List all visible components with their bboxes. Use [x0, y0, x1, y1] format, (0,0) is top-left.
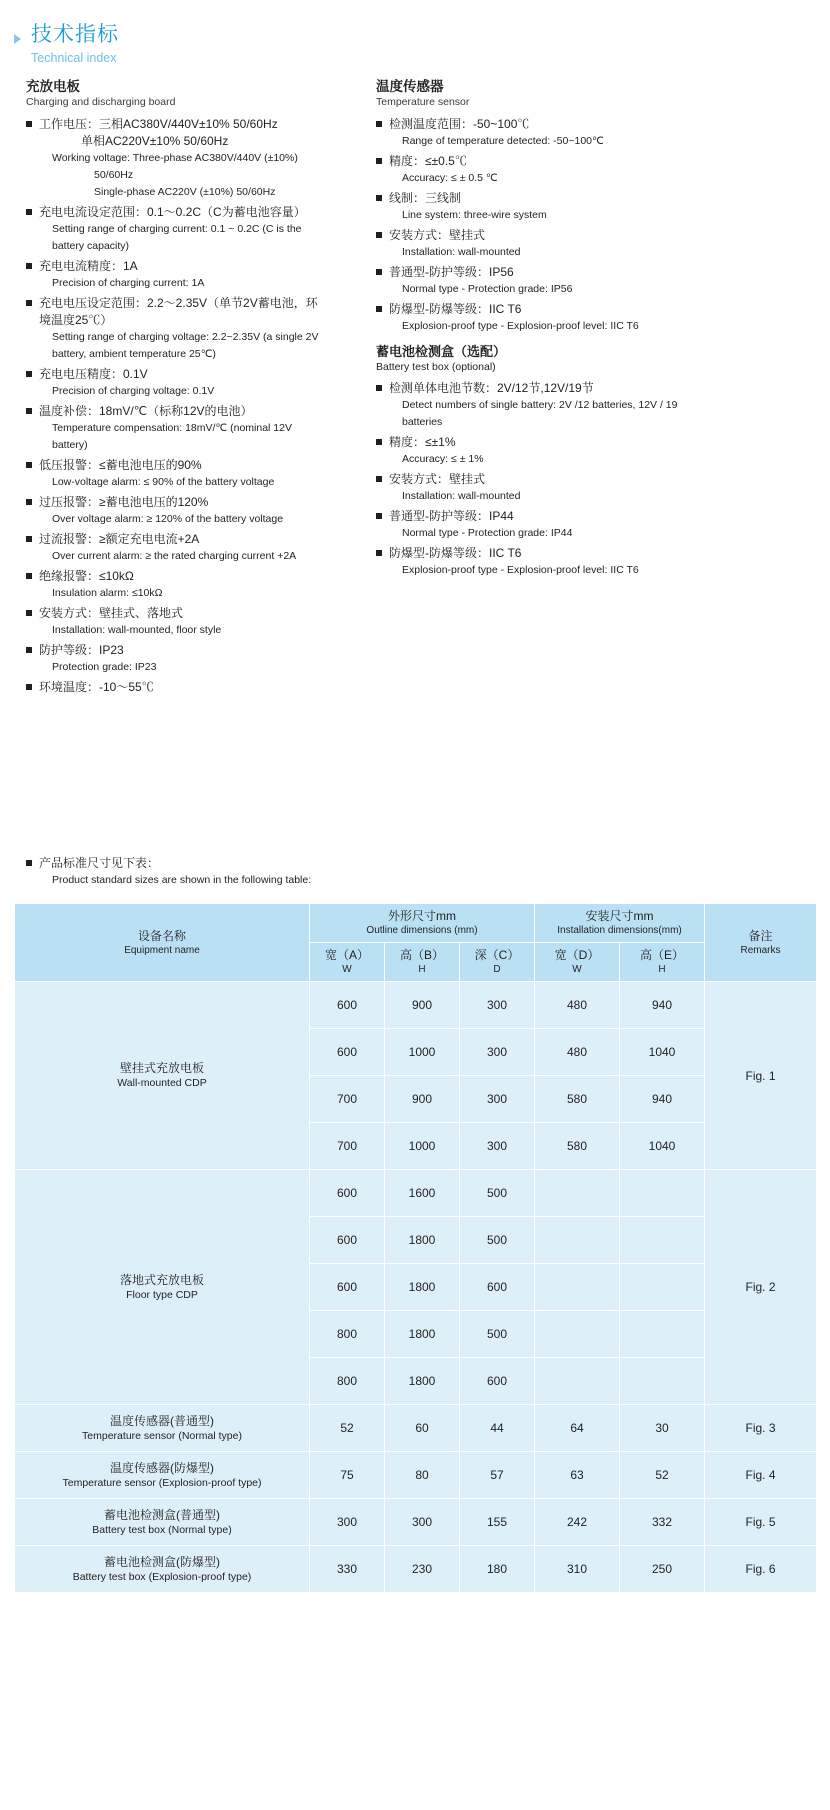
cell-height-b: 230	[385, 1546, 460, 1593]
cell-depth-c: 500	[460, 1217, 535, 1264]
row-equipment-name	[15, 1546, 310, 1593]
spec-text-cn: 工作电压：三相AC380V/440V±10% 50/60Hz	[39, 117, 278, 131]
spec-text-en-3: Single-phase AC220V (±10%) 50/60Hz	[94, 186, 276, 198]
table-row	[15, 1546, 817, 1593]
spec-text-en: Setting range of charging voltage: 2.2~2.35V (a single 2V	[52, 331, 319, 343]
spec-text-cn: 过流报警：≥额定充电电流+2A	[39, 532, 200, 546]
header-sub-cn: 宽（D）	[554, 948, 600, 962]
spec-text-en: Normal type - Protection grade: IP44	[402, 527, 573, 539]
table-header-row-1	[15, 904, 817, 943]
spec-text-cn: 精度：≤±1%	[389, 435, 456, 449]
header-remarks-cn: 备注	[748, 928, 773, 943]
spec-text-cn: 环境温度：-10～55℃	[39, 680, 154, 694]
cell-height-e	[620, 1217, 705, 1264]
spec-text-en: Installation: wall-mounted, floor style	[52, 624, 222, 636]
square-bullet-icon	[376, 195, 382, 201]
cell-width-a: 700	[310, 1123, 385, 1170]
spec-item	[376, 116, 716, 150]
square-bullet-icon	[376, 550, 382, 556]
spec-item	[376, 380, 716, 431]
table-row	[15, 1499, 817, 1546]
spec-text-en: Normal type - Protection grade: IP56	[402, 283, 573, 295]
table-row	[15, 982, 817, 1029]
square-bullet-icon	[376, 232, 382, 238]
cell-width-a: 600	[310, 1170, 385, 1217]
row-equipment-name	[15, 1499, 310, 1546]
header-sub-en: H	[658, 964, 666, 975]
product-dimensions-table	[14, 903, 817, 1593]
header-remarks	[705, 904, 817, 982]
square-bullet-icon	[26, 408, 32, 414]
cell-width-a: 800	[310, 1311, 385, 1358]
spec-text-en: Installation: wall-mounted	[402, 490, 521, 502]
header-sub-cn: 深（C）	[474, 948, 520, 962]
square-bullet-icon	[26, 499, 32, 505]
cell-height-e: 332	[620, 1499, 705, 1546]
spec-item	[26, 605, 366, 639]
spec-item	[26, 116, 366, 201]
header-installation-en: Installation dimensions(mm)	[557, 925, 682, 936]
table-caption	[26, 855, 786, 888]
header-sub-width-d	[535, 943, 620, 982]
square-bullet-icon	[376, 513, 382, 519]
row-name-cn: 温度传感器(防爆型)	[110, 1460, 214, 1475]
cell-height-e: 52	[620, 1452, 705, 1499]
spec-item	[376, 153, 716, 187]
cell-remarks: Fig. 3	[705, 1405, 817, 1452]
cell-depth-c: 300	[460, 982, 535, 1029]
spec-item	[376, 190, 716, 224]
spec-text-en: Explosion-proof type - Explosion-proof level: IIC T6	[402, 320, 639, 332]
cell-depth-c: 500	[460, 1170, 535, 1217]
spec-item	[26, 403, 366, 454]
cell-height-e: 250	[620, 1546, 705, 1593]
spec-item	[26, 642, 366, 676]
header-equipment-name	[15, 904, 310, 982]
square-bullet-icon	[26, 263, 32, 269]
page-subtitle: Technical index	[31, 51, 117, 65]
square-bullet-icon	[26, 647, 32, 653]
spec-text-cn: 安装方式：壁挂式	[389, 228, 486, 242]
row-name-en: Wall-mounted CDP	[117, 1077, 207, 1089]
spec-text-en: Protection grade: IP23	[52, 661, 157, 673]
cell-width-d	[535, 1358, 620, 1405]
square-bullet-icon	[376, 269, 382, 275]
row-name-cn: 壁挂式充放电板	[119, 1061, 204, 1075]
temperature-sensor-section	[376, 78, 716, 582]
cell-height-b: 1600	[385, 1170, 460, 1217]
cell-width-a: 75	[310, 1452, 385, 1499]
header-sub-height-e	[620, 943, 705, 982]
section-title-en: Temperature sensor	[376, 96, 470, 108]
square-bullet-icon	[26, 462, 32, 468]
spec-item	[26, 679, 366, 696]
table-row	[15, 1452, 817, 1499]
square-bullet-icon	[376, 306, 382, 312]
cell-height-b: 300	[385, 1499, 460, 1546]
spec-text-en: Insulation alarm: ≤10kΩ	[52, 587, 163, 599]
cell-height-b: 60	[385, 1405, 460, 1452]
page-header	[14, 22, 614, 67]
spec-item	[26, 204, 366, 255]
row-name-cn: 蓄电池检测盒(防爆型)	[104, 1554, 220, 1569]
square-bullet-icon	[376, 476, 382, 482]
spec-text-cn: 低压报警：≤蓄电池电压的90%	[39, 458, 202, 472]
spec-text-cn-2: 单相AC220V±10% 50/60Hz	[81, 134, 229, 148]
cell-width-a: 600	[310, 1217, 385, 1264]
square-bullet-icon	[26, 573, 32, 579]
spec-item	[376, 434, 716, 468]
section-title-cn: 温度传感器	[376, 79, 444, 94]
table-row	[15, 1405, 817, 1452]
header-sub-width-a	[310, 943, 385, 982]
table-caption-en: Product standard sizes are shown in the following table:	[52, 874, 312, 886]
square-bullet-icon	[376, 439, 382, 445]
table-row	[15, 1170, 817, 1217]
cell-width-a: 52	[310, 1405, 385, 1452]
cell-height-e: 30	[620, 1405, 705, 1452]
header-outline-en: Outline dimensions (mm)	[366, 925, 478, 936]
table-caption-cn: 产品标准尺寸见下表：	[39, 856, 160, 870]
spec-item	[376, 301, 716, 335]
row-name-cn: 温度传感器(普通型)	[110, 1413, 214, 1428]
square-bullet-icon	[376, 121, 382, 127]
spec-text-en: Detect numbers of single battery: 2V /12 batteries, 12V / 19	[402, 399, 678, 411]
cell-remarks: Fig. 6	[705, 1546, 817, 1593]
cell-depth-c: 180	[460, 1546, 535, 1593]
cell-width-a: 800	[310, 1358, 385, 1405]
row-name-en: Battery test box (Normal type)	[92, 1523, 232, 1536]
square-bullet-icon	[376, 385, 382, 391]
spec-text-cn: 充电电压设定范围：2.2～2.35V（单节2V蓄电池，环	[39, 296, 318, 310]
spec-text-en-2: battery, ambient temperature 25℃)	[52, 348, 216, 360]
square-bullet-icon	[26, 536, 32, 542]
spec-item	[376, 508, 716, 542]
cell-width-a: 700	[310, 1076, 385, 1123]
cell-depth-c: 600	[460, 1264, 535, 1311]
spec-text-cn: 充电电压精度：0.1V	[39, 367, 148, 381]
spec-item	[376, 264, 716, 298]
spec-text-en: Over voltage alarm: ≥ 120% of the battery voltage	[52, 513, 284, 525]
subsection-title-cn: 蓄电池检测盒（选配）	[376, 344, 507, 359]
header-outline-dimensions	[310, 904, 535, 943]
header-installation-cn: 安装尺寸mm	[585, 909, 654, 923]
spec-text-cn: 检测温度范围：-50~100℃	[389, 117, 530, 131]
spec-text-cn: 检测单体电池节数：2V/12节,12V/19节	[389, 381, 594, 395]
spec-text-cn: 普通型-防护等级：IP44	[389, 509, 514, 523]
spec-item	[376, 227, 716, 261]
header-sub-en: D	[493, 964, 501, 975]
spec-text-en: Explosion-proof type - Explosion-proof level: IIC T6	[402, 564, 639, 576]
cell-remarks: Fig. 1	[705, 982, 817, 1170]
cell-depth-c: 300	[460, 1123, 535, 1170]
cell-width-d	[535, 1217, 620, 1264]
cell-height-b: 80	[385, 1452, 460, 1499]
spec-text-cn: 过压报警：≥蓄电池电压的120%	[39, 495, 209, 509]
row-name-cn: 蓄电池检测盒(普通型)	[104, 1507, 220, 1522]
spec-text-cn: 精度：≤±0.5℃	[389, 154, 467, 168]
cell-remarks: Fig. 2	[705, 1170, 817, 1405]
cell-depth-c: 57	[460, 1452, 535, 1499]
spec-text-en: Precision of charging voltage: 0.1V	[52, 385, 215, 397]
cell-height-b: 900	[385, 1076, 460, 1123]
spec-text-cn: 绝缘报警：≤10kΩ	[39, 569, 134, 583]
row-name-en: Battery test box (Explosion-proof type)	[72, 1570, 252, 1583]
square-bullet-icon	[26, 209, 32, 215]
square-bullet-icon	[26, 300, 32, 306]
cell-height-b: 1800	[385, 1217, 460, 1264]
row-name-en: Temperature sensor (Explosion-proof type)	[62, 1476, 262, 1489]
cell-depth-c: 500	[460, 1311, 535, 1358]
spec-text-cn: 安装方式：壁挂式	[389, 472, 486, 486]
cell-height-e	[620, 1264, 705, 1311]
cell-width-d: 63	[535, 1452, 620, 1499]
spec-text-en: Accuracy: ≤ ± 0.5 ℃	[402, 172, 498, 184]
spec-text-en: Accuracy: ≤ ± 1%	[402, 453, 484, 465]
header-equipment-name-cn: 设备名称	[137, 928, 186, 943]
spec-text-en-2: battery)	[52, 439, 88, 451]
header-outline-cn: 外形尺寸mm	[388, 909, 456, 923]
cell-width-a: 600	[310, 1264, 385, 1311]
cell-height-e: 940	[620, 982, 705, 1029]
cell-height-b: 1800	[385, 1358, 460, 1405]
cell-height-e	[620, 1358, 705, 1405]
square-bullet-icon	[26, 121, 32, 127]
cell-height-e: 940	[620, 1076, 705, 1123]
cell-width-d: 242	[535, 1499, 620, 1546]
cell-width-d: 580	[535, 1123, 620, 1170]
spec-item	[26, 494, 366, 528]
header-sub-cn: 高（E）	[639, 948, 684, 962]
spec-text-en-2: 50/60Hz	[94, 169, 134, 181]
cell-width-d: 480	[535, 982, 620, 1029]
spec-item	[26, 295, 366, 363]
cell-depth-c: 44	[460, 1405, 535, 1452]
cell-depth-c: 155	[460, 1499, 535, 1546]
spec-text-cn: 防爆型-防爆等级：IIC T6	[389, 546, 522, 560]
row-name-cn: 落地式充放电板	[119, 1272, 204, 1287]
triangle-marker-icon	[14, 34, 21, 44]
spec-text-cn: 充电电流精度：1A	[39, 259, 138, 273]
spec-text-cn: 充电电流设定范围：0.1～0.2C（C为蓄电池容量）	[39, 205, 306, 219]
cell-remarks: Fig. 4	[705, 1452, 817, 1499]
table-head	[15, 904, 817, 982]
spec-item	[376, 545, 716, 579]
spec-text-en: Working voltage: Three-phase AC380V/440V (±10%)	[52, 152, 298, 164]
cell-remarks: Fig. 5	[705, 1499, 817, 1546]
row-name-en: Floor type CDP	[126, 1288, 198, 1301]
cell-height-b: 1800	[385, 1264, 460, 1311]
section-title-en: Charging and discharging board	[26, 96, 176, 108]
charging-discharging-board-section	[26, 78, 366, 699]
cell-width-a: 300	[310, 1499, 385, 1546]
cell-width-a: 330	[310, 1546, 385, 1593]
square-bullet-icon	[26, 610, 32, 616]
square-bullet-icon	[26, 684, 32, 690]
cell-height-e: 1040	[620, 1123, 705, 1170]
table-body	[15, 982, 817, 1593]
row-equipment-name	[15, 1405, 310, 1452]
spec-text-cn: 温度补偿：18mV/℃（标称12V的电池）	[39, 404, 253, 418]
spec-text-en: Low-voltage alarm: ≤ 90% of the battery voltage	[52, 476, 275, 488]
header-sub-en: H	[418, 964, 426, 975]
square-bullet-icon	[26, 371, 32, 377]
row-name-en: Temperature sensor (Normal type)	[82, 1429, 242, 1442]
row-equipment-name	[15, 1170, 310, 1405]
cell-width-d	[535, 1311, 620, 1358]
cell-width-d	[535, 1264, 620, 1311]
cell-height-b: 1000	[385, 1123, 460, 1170]
header-sub-depth-c	[460, 943, 535, 982]
cell-height-b: 1000	[385, 1029, 460, 1076]
row-equipment-name	[15, 982, 310, 1170]
header-sub-en: W	[572, 964, 582, 975]
spec-text-en-2: batteries	[402, 416, 443, 428]
spec-text-cn: 安装方式：壁挂式、落地式	[39, 606, 184, 620]
cell-depth-c: 300	[460, 1029, 535, 1076]
spec-item	[26, 366, 366, 400]
cell-depth-c: 600	[460, 1358, 535, 1405]
spec-text-cn: 防爆型-防爆等级：IIC T6	[389, 302, 522, 316]
spec-text-en-2: battery capacity)	[52, 240, 130, 252]
cell-width-d: 580	[535, 1076, 620, 1123]
spec-text-cn: 线制：三线制	[389, 191, 462, 205]
section-title-cn: 充放电板	[26, 79, 80, 94]
spec-text-cn-2: 境温度25℃）	[39, 313, 113, 327]
row-equipment-name	[15, 1452, 310, 1499]
spec-item	[26, 457, 366, 491]
spec-item	[376, 471, 716, 505]
spec-text-cn: 普通型-防护等级：IP56	[389, 265, 514, 279]
spec-item	[26, 258, 366, 292]
header-remarks-en: Remarks	[740, 944, 781, 956]
cell-width-d: 480	[535, 1029, 620, 1076]
header-sub-cn: 宽（A）	[324, 948, 369, 962]
cell-width-a: 600	[310, 1029, 385, 1076]
header-equipment-name-en: Equipment name	[124, 944, 200, 956]
cell-width-d: 64	[535, 1405, 620, 1452]
spec-text-en: Temperature compensation: 18mV/℃ (nominal 12V	[52, 422, 292, 434]
square-bullet-icon	[26, 860, 32, 866]
cell-width-d	[535, 1170, 620, 1217]
cell-height-b: 1800	[385, 1311, 460, 1358]
spec-item	[26, 531, 366, 565]
spec-text-en: Line system: three-wire system	[402, 209, 547, 221]
header-installation-dimensions	[535, 904, 705, 943]
spec-text-en: Installation: wall-mounted	[402, 246, 521, 258]
header-sub-cn: 高（B）	[399, 948, 444, 962]
spec-text-en: Over current alarm: ≥ the rated charging current +2A	[52, 550, 297, 562]
header-sub-en: W	[342, 964, 352, 975]
cell-height-e	[620, 1170, 705, 1217]
spec-text-en: Range of temperature detected: -50~100℃	[402, 135, 604, 147]
cell-height-e	[620, 1311, 705, 1358]
cell-depth-c: 300	[460, 1076, 535, 1123]
header-sub-height-b	[385, 943, 460, 982]
subsection-title-en: Battery test box (optional)	[376, 361, 496, 373]
spec-item	[26, 568, 366, 602]
spec-text-en: Setting range of charging current: 0.1 ~ 0.2C (C is the	[52, 223, 302, 235]
cell-width-a: 600	[310, 982, 385, 1029]
cell-width-d: 310	[535, 1546, 620, 1593]
square-bullet-icon	[376, 158, 382, 164]
spec-text-cn: 防护等级：IP23	[39, 643, 124, 657]
page-title: 技术指标	[31, 23, 119, 46]
cell-height-e: 1040	[620, 1029, 705, 1076]
spec-text-en: Precision of charging current: 1A	[52, 277, 205, 289]
cell-height-b: 900	[385, 982, 460, 1029]
